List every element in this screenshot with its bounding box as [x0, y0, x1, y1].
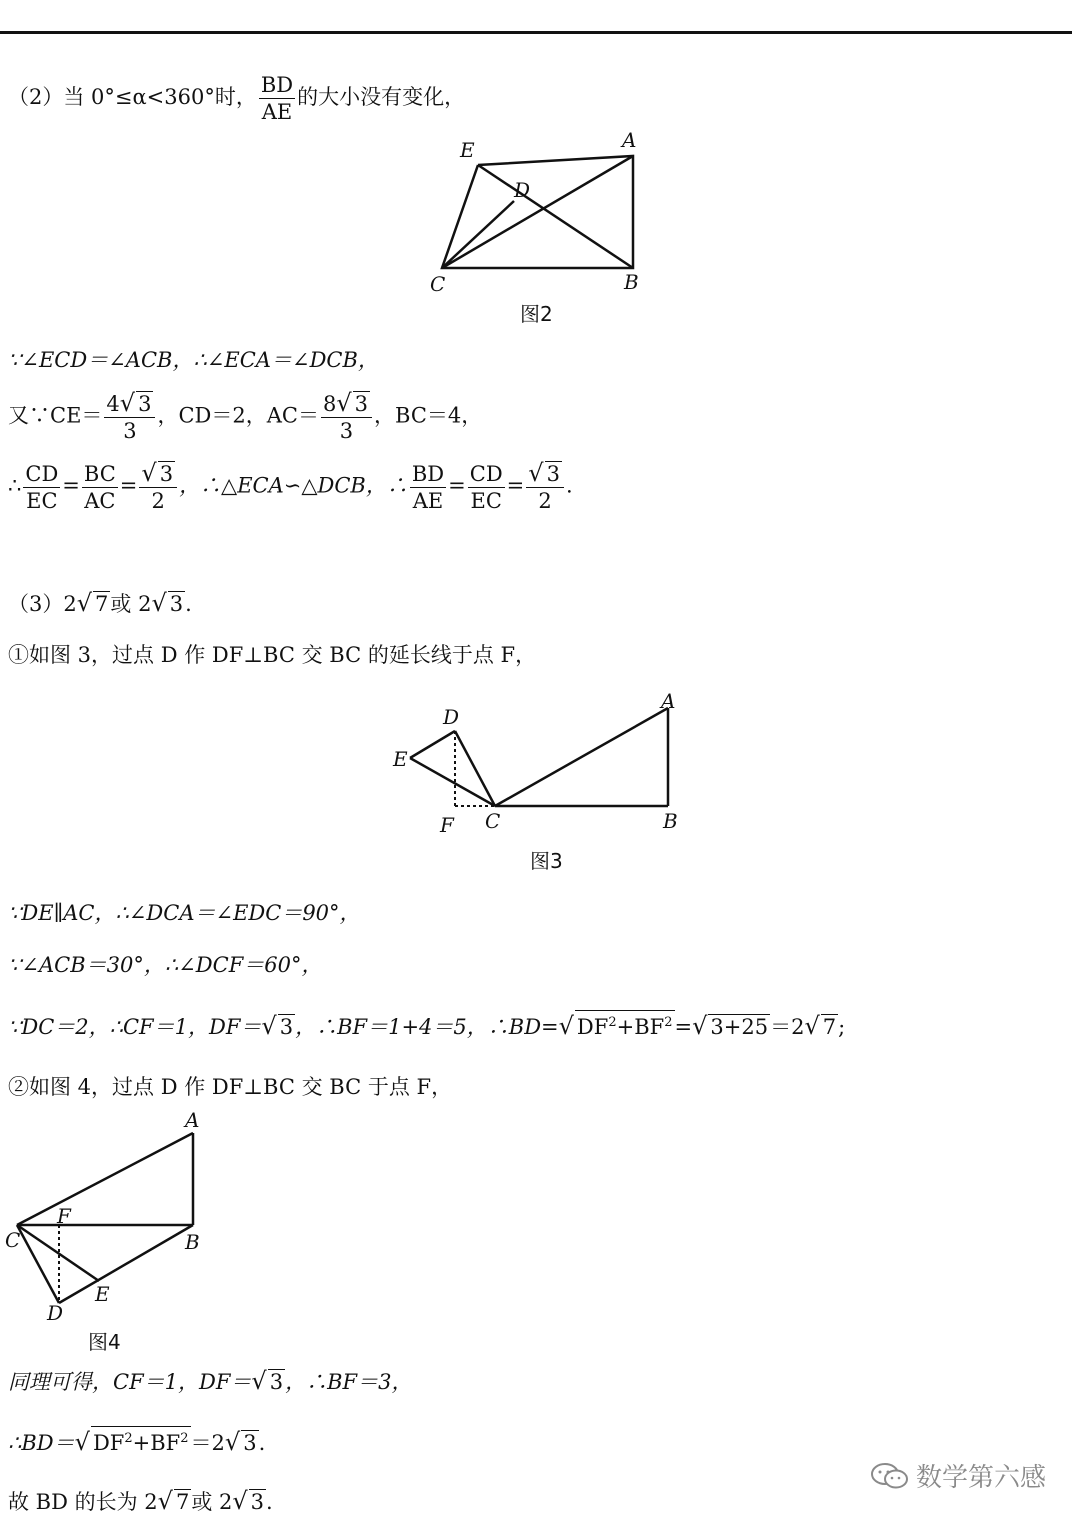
- top-rule: [0, 31, 1072, 34]
- radical-sign: √: [558, 1012, 574, 1040]
- fig4-label-f: F: [57, 1204, 71, 1228]
- frac-num: CD: [469, 461, 503, 486]
- ce-radicand: 3: [138, 392, 152, 416]
- exponent: 2: [124, 1431, 133, 1446]
- l7-text-a: 同理可得，CF＝1，DF＝: [8, 1370, 252, 1394]
- frac-den: EC: [470, 488, 502, 513]
- fig4-line-db: [59, 1225, 193, 1303]
- radicand: 7: [95, 592, 109, 616]
- watermark: [870, 1457, 1046, 1494]
- ac-den: 3: [339, 419, 354, 443]
- l2-text-a: 又∵CE＝: [8, 403, 103, 428]
- radicand: 3: [169, 592, 184, 616]
- radical-sign: √: [74, 1428, 90, 1456]
- frac-sqrt3-2: [139, 460, 177, 514]
- fig4-line-ca: [17, 1133, 193, 1225]
- frac-bd-ae: [410, 461, 446, 514]
- l3-period: .: [565, 473, 573, 498]
- l9-text-b: 或 2: [191, 1490, 233, 1514]
- fig3-label-f: F: [440, 813, 454, 837]
- frac-den: AE: [412, 488, 444, 513]
- radicand: 3: [279, 1015, 294, 1039]
- fig3-label-d: D: [443, 705, 460, 729]
- ac-num: [321, 390, 372, 418]
- fig2-label-d: D: [514, 178, 531, 202]
- fig3-label-e: E: [393, 747, 408, 771]
- radicand-df: DF: [92, 1431, 125, 1455]
- part3-period: .: [185, 592, 192, 616]
- part3-answer: [8, 588, 192, 619]
- proof-line-4: ∵DE∥AC，∴∠DCA＝∠EDC＝90°，: [8, 901, 361, 925]
- l6-text-d: ＝2: [770, 1015, 805, 1039]
- proof-line-9: [8, 1486, 273, 1517]
- radicand: 3: [269, 1370, 284, 1394]
- fig3-label-a: A: [661, 689, 676, 713]
- radical-sign: √: [224, 1428, 241, 1456]
- fig4-label-e: E: [95, 1282, 110, 1306]
- radical-sign: √: [528, 459, 544, 487]
- radicand: 3: [546, 462, 560, 486]
- ce-den: 3: [123, 419, 137, 443]
- frac-num: BC: [83, 461, 116, 486]
- equals: =: [674, 1015, 693, 1039]
- part3-text-b: 或 2: [110, 592, 152, 616]
- l6-semicolon: ;: [838, 1015, 846, 1039]
- proof-line-3: [8, 460, 573, 514]
- l8-text-b: ＝2: [190, 1431, 225, 1455]
- radicand-bf: +BF: [132, 1431, 181, 1455]
- figure-4-diagram: [5, 1105, 225, 1320]
- case-1-heading: ①如图 3，过点 D 作 DF⊥BC 交 BC 的延长线于点 F，: [8, 643, 537, 667]
- l7-text-b: ，∴BF＝3，: [285, 1370, 413, 1394]
- l6-text-a: ∵DC＝2，∴CF＝1，DF＝: [8, 1015, 262, 1039]
- frac-num: BD: [411, 461, 445, 486]
- frac-num: CD: [25, 461, 59, 486]
- l9-period: .: [266, 1490, 273, 1514]
- frac-den: 2: [151, 489, 165, 513]
- figure-4: [5, 1105, 225, 1324]
- fig3-label-c: C: [485, 809, 501, 833]
- frac-den: AC: [84, 488, 116, 513]
- part2-intro: [8, 72, 465, 125]
- proof-line-2: [8, 390, 482, 444]
- frac-num: [139, 460, 177, 488]
- equals: =: [506, 473, 525, 498]
- figure-3-diagram: [385, 688, 695, 838]
- radicand-df: DF: [576, 1015, 609, 1039]
- l6-text-b: ，∴BF＝1+4＝5，∴BD=: [295, 1015, 559, 1039]
- proof-line-7: [8, 1366, 412, 1397]
- fig3-label-b: B: [663, 809, 678, 833]
- l3-text-b: ，∴△ECA∽△DCB，∴: [179, 473, 408, 498]
- equals: =: [448, 473, 466, 498]
- l2-text-c: ，BC＝4，: [374, 403, 483, 428]
- wechat-icon: [870, 1461, 910, 1491]
- radicand-bf: +BF: [616, 1015, 665, 1039]
- radicand: 3: [250, 1490, 265, 1514]
- figure-2: [420, 125, 660, 304]
- radical-sign: √: [251, 1367, 267, 1395]
- l3-therefore: ∴: [8, 473, 22, 498]
- fig3-line-ca: [495, 708, 668, 806]
- proof-line-1: ∵∠ECD＝∠ACB，∴∠ECA＝∠DCB，: [8, 348, 379, 372]
- radical-sign: √: [336, 389, 352, 417]
- radical-sign: √: [232, 1487, 248, 1515]
- radical-sign: √: [261, 1012, 277, 1040]
- part3-text-a: （3）2: [8, 592, 77, 616]
- radical-sign: √: [692, 1012, 708, 1040]
- figure-2-diagram: [420, 125, 660, 300]
- radical-sign: √: [151, 589, 167, 617]
- radicand: 7: [175, 1490, 190, 1514]
- figure-4-caption: 图4: [88, 1330, 121, 1354]
- figure-3: [385, 688, 695, 842]
- exponent: 2: [180, 1431, 189, 1446]
- ce-num: [104, 390, 155, 418]
- proof-line-5: ∵∠ACB＝30°，∴∠DCF＝60°，: [8, 953, 323, 977]
- frac-den: 2: [538, 489, 552, 513]
- frac-cd-ec: [23, 461, 60, 514]
- case-2-heading: ②如图 4，过点 D 作 DF⊥BC 交 BC 于点 F，: [8, 1075, 453, 1099]
- fig4-label-c: C: [5, 1228, 21, 1252]
- frac-num: BD: [260, 73, 294, 97]
- radicand: 3+25: [710, 1015, 769, 1039]
- proof-line-6: [8, 1010, 845, 1042]
- fig4-label-b: B: [185, 1230, 200, 1254]
- l8-period: .: [258, 1431, 266, 1455]
- fig2-line-ca: [442, 156, 633, 268]
- fig2-label-b: B: [624, 270, 639, 294]
- figure-3-caption: 图3: [530, 849, 563, 873]
- frac-bc-ac: [82, 461, 118, 514]
- figure-2-caption: 图2: [520, 302, 553, 326]
- exponent: 2: [608, 1015, 617, 1030]
- l2-text-b: ，CD＝2，AC＝: [157, 403, 319, 428]
- frac-den: AE: [261, 100, 293, 124]
- radical-sign: √: [157, 1487, 173, 1515]
- fraction-bd-ae: [259, 72, 295, 125]
- ce-coef: 4: [106, 392, 120, 416]
- frac-den: EC: [26, 488, 58, 513]
- fig4-line-cd: [17, 1225, 59, 1303]
- frac-num: [526, 460, 564, 488]
- fig3-line-ed: [410, 731, 455, 758]
- radicand-df-bf: [91, 1426, 191, 1455]
- fig2-label-a: A: [622, 128, 637, 152]
- l9-text-a: 故 BD 的长为 2: [8, 1490, 158, 1514]
- fig2-label-e: E: [460, 138, 475, 162]
- radical-sign: √: [119, 389, 136, 417]
- radical-sign: √: [804, 1012, 820, 1040]
- fig2-line-eb: [478, 165, 633, 268]
- frac-cd-ec-2: [468, 461, 505, 514]
- intro-suffix: 的大小没有变化，: [297, 85, 466, 109]
- exponent: 2: [664, 1015, 673, 1030]
- intro-text: （2）当 0°≤α<360°时，: [8, 85, 257, 109]
- watermark-text: 数学第六感: [915, 1463, 1046, 1493]
- proof-line-8: [8, 1426, 265, 1458]
- radical-sign: √: [141, 459, 157, 487]
- radicand: 3: [159, 462, 174, 486]
- radicand: 3: [243, 1431, 257, 1455]
- ac-radicand: 3: [354, 392, 368, 416]
- radicand: 7: [822, 1015, 837, 1039]
- fig2-label-c: C: [430, 272, 446, 296]
- fig4-label-a: A: [185, 1108, 200, 1132]
- radical-sign: √: [76, 589, 93, 617]
- frac-sqrt3-2-b: [526, 460, 564, 514]
- equals: =: [62, 473, 80, 498]
- ce-fraction: [104, 390, 155, 444]
- l8-text-a: ∴BD＝: [8, 1431, 75, 1455]
- radicand-df-bf: [575, 1010, 675, 1039]
- equals: =: [119, 473, 138, 498]
- ac-coef: 8: [322, 392, 337, 416]
- fig4-label-d: D: [47, 1301, 64, 1320]
- ac-fraction: [321, 390, 372, 444]
